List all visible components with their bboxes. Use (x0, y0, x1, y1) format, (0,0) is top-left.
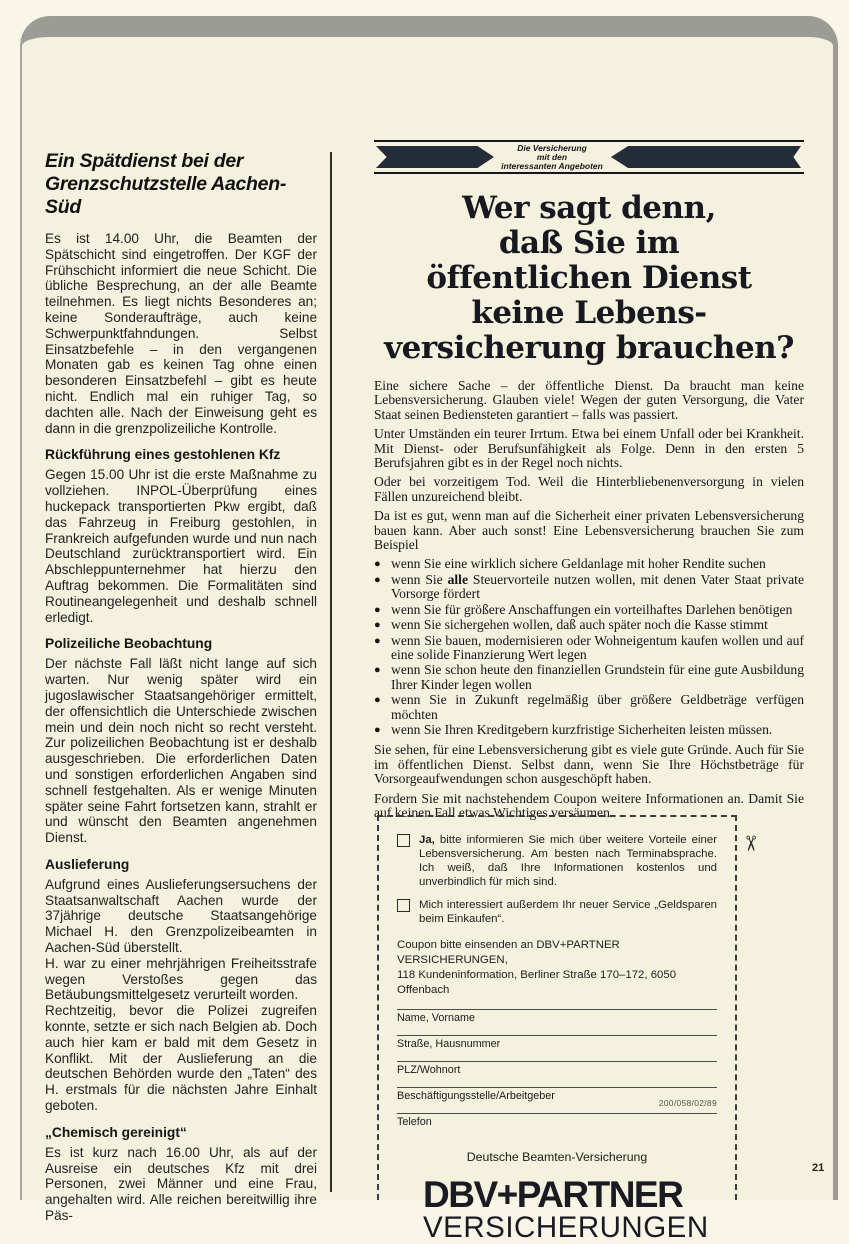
logo-line-2: VERSICHERUNGEN (423, 1211, 709, 1244)
page-number: 21 (812, 1162, 825, 1174)
bullet-item (374, 693, 804, 722)
section-heading-beobachtung: Polizeiliche Beobachtung (45, 636, 213, 652)
bullet-item (374, 723, 804, 737)
field-phone[interactable] (397, 1113, 717, 1128)
headline-line: keine Lebens- (471, 295, 707, 331)
bullet-text: wenn Sie (391, 571, 448, 587)
form-code: 200/058/02/89 (658, 1098, 717, 1108)
bullet-text: wenn Sie für größere Anschaffungen ein vorteilhaftes Darlehen benötigen (391, 601, 793, 617)
ad-headline (374, 191, 804, 366)
section-para: Der nächste Fall läßt nicht lange auf sich warten. Nur wenig später wird ein jugoslawischer Staatsangehöriger ermittelt, der offensichtlich die Unterschiede zwischen mein und dein noch nicht so recht versteht. Zur polizeilichen Beobachtung ist er deshalb ausgeschrieben. Die erforderlichen Daten und sonstigen erforderlichen Angaben sind schnell festgehalten. Als er wenige Minuten später seine Fahrt fortsetzen kann, strahlt er und wünscht den Beamten angenehmen Dienst. (45, 656, 317, 846)
field-label: Straße, Hausnummer (397, 1038, 501, 1050)
article-title: Ein Spätdienst bei der Grenzschutzstelle Aachen-Süd (45, 150, 287, 218)
section-para: Rechtzeitig, bevor die Polizei zugreifen konnte, setzte er sich nach Belgien ab. Doch auch hier kam er bald mit dem Gesetz in Konflikt. Mit der Auslieferung an die deutschen Behörden wurde den „Taten“ des H. erstmals für die nächsten Jahre Einhalt geboten. (45, 1003, 317, 1114)
send-line: 118 Kundeninformation, Berliner Straße 170–172, 6050 Offenbach (397, 969, 677, 996)
banner-line: interessanten Angeboten (501, 161, 603, 171)
bullet-text: wenn Sie eine wirklich sichere Geldanlage mit hoher Rendite suchen (391, 556, 766, 572)
bullet-item (374, 557, 804, 571)
section-para: Es ist kurz nach 16.00 Uhr, als auf der Ausreise ein deutsches Kfz mit drei Personen, zwei Männer und eine Frau, angehalten wird. Alle reichen bereitwillig ihre Päs- (45, 1144, 317, 1224)
section-heading-chemisch: „Chemisch gereinigt“ (45, 1124, 187, 1140)
ad-paragraph: Sie sehen, für eine Lebensversicherung gibt es viele gute Gründe. Auch für Sie im öffentlichen Dienst. Selbst dann, wenn Sie Ihre Höchstbeträge für Vorsorgeaufwendungen schon ausgeschöpft haben. (374, 742, 804, 787)
ad-closing (374, 743, 804, 820)
coupon (377, 815, 737, 1244)
banner-line: mit den (536, 152, 568, 162)
bullet-icon: ● (374, 664, 381, 677)
bullet-item (374, 663, 804, 692)
checkbox-service[interactable] (397, 899, 410, 912)
bullet-text: wenn Sie bauen, modernisieren oder Wohneigentum kaufen wollen und auf eine solide Finanzierung Wert legen (391, 632, 804, 662)
article-column (45, 150, 317, 1224)
bullet-text: wenn Sie schon heute den finanziellen Grundstein für eine gute Ausbildung Ihrer Kinder legen wollen (391, 662, 804, 692)
ad-paragraph: Oder bei vorzeitigem Tod. Weil die Hinterbliebenenversorgung in vielen Fällen unzureichend bleibt. (374, 474, 804, 504)
ad-banner (374, 140, 804, 174)
ad-paragraph: Unter Umständen ein teurer Irrtum. Etwa bei einem Unfall oder bei Krankheit. Mit Dienst- oder Berufsunfähigkeit als Folge. Denn in den ersten 5 Berufsjahren gibt es in der Regel noch nichts. (374, 426, 804, 471)
banner-ribbon-right-icon (611, 146, 801, 168)
banner-line: Die Versicherung (517, 143, 587, 153)
bullet-icon: ● (374, 603, 381, 616)
article-intro: Es ist 14.00 Uhr, die Beamten der Spätschicht sind eingetroffen. Der KGF der Frühschicht informiert die neue Schicht. Die übliche Besprechung, an der alle Beamte teilnehmen. Es liegt nichts Besonderes an; keine Sonderaufträge, auch keine Schwerpunktfahndungen. Selbst Einsatzbefehle – in den vergangenen Monaten gab es keinen Tag ohne einen besonderen Einsatzbefehl – gibt es heute nicht. Endlich mal ein ruhiger Tag, so dachten alle. Nach der Einweisung geht es dann in die grenzpolizeiliche Kontrolle. (45, 231, 317, 436)
section-heading-auslieferung: Auslieferung (45, 856, 130, 872)
headline-line: öffentlichen Dienst (426, 260, 752, 296)
scissors-icon: ✂ (738, 834, 762, 853)
coupon-option-label-bold: Ja, (419, 834, 435, 846)
banner-ribbon-left-icon (376, 146, 494, 168)
bullet-text: Steuervorteile nutzen wollen, mit denen Vater Staat private Vorsorge fördert (391, 571, 804, 602)
bullet-icon: ● (374, 723, 381, 736)
ad-paragraph: Fordern Sie mit nachstehendem Coupon weitere Informationen an. Damit Sie auf keinen Fall etwas Wichtiges versäumen. (374, 790, 804, 820)
ad-body (374, 379, 804, 820)
send-line: Coupon bitte einsenden an DBV+PARTNER VERSICHERUNGEN, (397, 939, 620, 966)
ad-column (374, 140, 804, 825)
bullet-text-bold: alle (447, 571, 468, 587)
coupon-send-address (397, 938, 717, 998)
headline-line: Wer sagt denn, (462, 190, 716, 226)
bullet-text: wenn Sie in Zukunft regelmäßig über größere Geldbeträge verfügen möchten (391, 692, 804, 722)
headline-line: daß Sie im (498, 225, 680, 261)
coupon-option-label (419, 833, 717, 889)
bullet-text: wenn Sie Ihren Kreditgebern kurzfristige Sicherheiten leisten müssen. (391, 721, 773, 737)
ad-paragraph: Da ist es gut, wenn man auf die Sicherheit einer privaten Lebensversicherung bauen kann. Aber auch sonst! Eine Lebensversicherung brauchen Sie zum Beispiel (374, 508, 804, 553)
field-employer[interactable] (397, 1087, 717, 1108)
ad-bullet-list (374, 557, 804, 737)
field-label: Beschäftigungsstelle/Arbeitgeber (397, 1090, 555, 1102)
coupon-option-label-text: bitte informieren Sie mich über weitere Vorteile einer Lebensversicherung. Am besten nach Terminabsprache. Ich weiß, daß Ihre Informationen kostenlos und unverbindlich für mich sind. (419, 834, 717, 888)
coupon-option-info (397, 833, 717, 889)
field-label: Telefon (397, 1116, 432, 1128)
coupon-option-label: Mich interessiert außerdem Ihr neuer Service „Geldsparen beim Einkaufen“. (419, 899, 717, 925)
company-name: Deutsche Beamten-Versicherung (466, 1150, 648, 1164)
coupon-option-service (397, 898, 717, 926)
field-city[interactable] (397, 1061, 717, 1076)
logo-line-1: DBV+PARTNER (423, 1174, 683, 1215)
column-divider (330, 152, 332, 1192)
bullet-text: wenn Sie sichergehen wollen, daß auch später noch die Kasse stimmt (391, 617, 768, 633)
section-para: Aufgrund eines Auslieferungsersuchens der Staatsanwaltschaft Aachen wurde der 37jährige deutsche Staatsangehörige Michael H. den Grenzpolizeibeamten in Aachen-Süd überstellt. (45, 876, 317, 956)
field-name[interactable] (397, 1009, 717, 1024)
bullet-item (374, 618, 804, 632)
section-para: H. war zu einer mehrjährigen Freiheitsstrafe wegen Verstoßes gegen das Betäubungsmittelgesetz verurteilt worden. (45, 955, 317, 1003)
bullet-item (374, 634, 804, 663)
bullet-item (374, 573, 804, 602)
checkbox-info[interactable] (397, 834, 410, 847)
ad-paragraph: Eine sichere Sache – der öffentliche Dienst. Da braucht man keine Lebensversicherung. Glauben viele! Wegen der guten Versorgung, die Vater Staat seinen Bediensteten garantiert – falls was passiert. (374, 378, 804, 422)
coupon-fields (397, 1009, 717, 1128)
field-label: Name, Vorname (397, 1012, 476, 1024)
bullet-icon: ● (374, 634, 381, 647)
dbv-partner-logo (397, 1174, 717, 1244)
section-heading-kfz: Rückführung eines gestohlenen Kfz (45, 447, 281, 463)
bullet-item (374, 603, 804, 617)
bullet-icon: ● (374, 573, 381, 586)
field-label: PLZ/Wohnort (397, 1064, 461, 1076)
banner-text (492, 144, 612, 171)
headline-line: versicherung brauchen? (384, 330, 794, 366)
bullet-icon: ● (374, 558, 381, 571)
bullet-icon: ● (374, 694, 381, 707)
field-street[interactable] (397, 1035, 717, 1050)
section-para: Gegen 15.00 Uhr ist die erste Maßnahme zu vollziehen. INPOL-Überprüfung eines huckepack transportierten Pkw ergibt, daß das Fahrzeug in Freiburg gestohlen, in Frankreich aufgefunden wurde und nun nach Deutschland zurücktransportiert wird. Ein Abschleppunternehmer hat hierzu den Auftrag bekommen. Die Formalitäten sind Routineangelegenheit und deshalb schnell erledigt. (45, 467, 317, 625)
bullet-icon: ● (374, 619, 381, 632)
